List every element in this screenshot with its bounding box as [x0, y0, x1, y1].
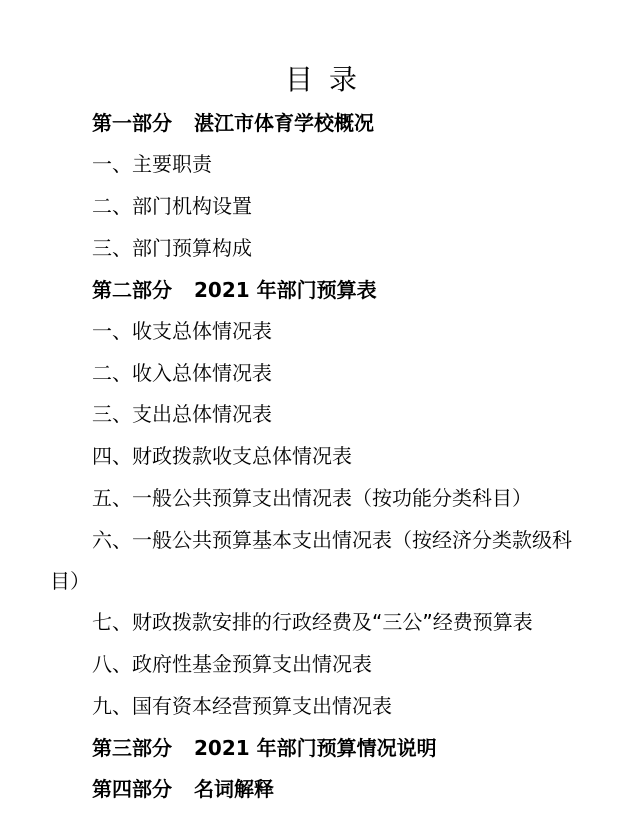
- toc-part-3: [92, 735, 437, 761]
- toc-part-text: 名词解释: [194, 777, 274, 801]
- toc-part-4: [92, 776, 274, 802]
- toc-item-continuation: 目）: [50, 569, 90, 593]
- toc-part-text: 湛江市体育学校概况: [194, 111, 374, 135]
- toc-item: 二、收入总体情况表: [92, 361, 272, 385]
- toc-item: 九、国有资本经营预算支出情况表: [92, 694, 392, 718]
- toc-item: 七、财政拨款安排的行政经费及“三公”经费预算表: [92, 610, 533, 634]
- toc-item: 一、主要职责: [92, 152, 212, 176]
- toc-part-label: 第三部分: [92, 736, 172, 760]
- toc-part-1: [92, 110, 374, 136]
- toc-part-text: 2021 年部门预算情况说明: [194, 736, 437, 760]
- toc-item: 八、政府性基金预算支出情况表: [92, 652, 372, 676]
- toc-item: 四、财政拨款收支总体情况表: [92, 444, 352, 468]
- page-title: 目录: [284, 63, 373, 96]
- toc-item: 二、部门机构设置: [92, 194, 252, 218]
- toc-part-2: [92, 277, 377, 303]
- toc-item: 一、收支总体情况表: [92, 319, 272, 343]
- toc-item: 三、部门预算构成: [92, 236, 252, 260]
- toc-item: 三、支出总体情况表: [92, 402, 272, 426]
- toc-part-text: 2021 年部门预算表: [194, 278, 377, 302]
- toc-item: 六、一般公共预算基本支出情况表（按经济分类款级科: [92, 528, 572, 552]
- toc-part-label: 第二部分: [92, 278, 172, 302]
- toc-item: 五、一般公共预算支出情况表（按功能分类科目）: [92, 486, 532, 510]
- toc-part-label: 第一部分: [92, 111, 172, 135]
- toc-part-label: 第四部分: [92, 777, 172, 801]
